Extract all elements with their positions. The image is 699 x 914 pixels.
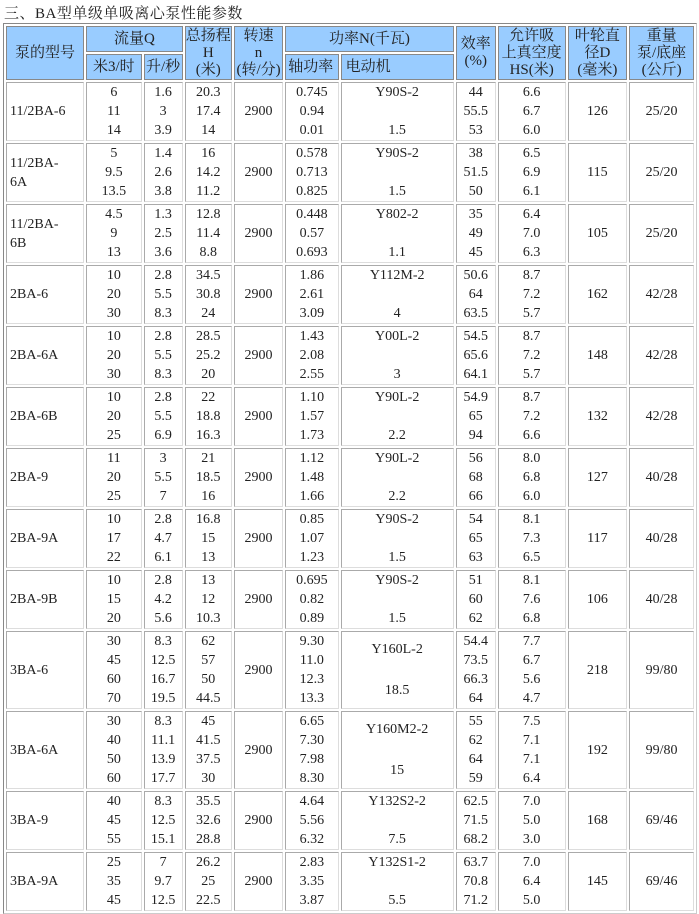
header-flow-ls: 升/秒 [144, 54, 183, 80]
efficiency-cell: 54 65 63 [456, 509, 496, 568]
efficiency-cell: 38 51.5 50 [456, 143, 496, 202]
impeller-cell: 105 [568, 204, 628, 263]
table-row [6, 326, 694, 385]
model-cell: 2BA-6B [6, 387, 84, 446]
flow-m3h-cell: 6 11 14 [86, 82, 141, 141]
head-cell: 12.8 11.4 8.8 [185, 204, 232, 263]
motor-power: 3 [393, 367, 401, 382]
flow-ls-cell: 1.3 2.5 3.6 [144, 204, 183, 263]
suction-cell: 8.7 7.2 5.7 [498, 265, 566, 324]
impeller-cell: 148 [568, 326, 628, 385]
weight-cell: 25/20 [629, 82, 694, 141]
weight-cell: 99/80 [629, 711, 694, 789]
motor-model: Y90L-2 [375, 451, 420, 466]
table-row [6, 852, 694, 911]
header-flow: 流量Q [86, 26, 183, 52]
efficiency-cell: 54.5 65.6 64.1 [456, 326, 496, 385]
suction-cell: 8.0 6.8 6.0 [498, 448, 566, 507]
table-row [6, 265, 694, 324]
table-row [6, 791, 694, 850]
header-power: 功率N(千瓦) [285, 26, 453, 52]
model-cell: 2BA-9 [6, 448, 84, 507]
motor-power: 2.2 [388, 489, 406, 504]
speed-cell: 2900 [234, 852, 283, 911]
efficiency-cell: 63.7 70.8 71.2 [456, 852, 496, 911]
flow-m3h-cell: 30 45 60 70 [86, 631, 141, 709]
page-title: 三、BA型单级单吸离心泵性能参数 [4, 6, 243, 22]
flow-ls-cell: 2.8 4.7 6.1 [144, 509, 183, 568]
efficiency-cell: 62.5 71.5 68.2 [456, 791, 496, 850]
motor-model: Y00L-2 [375, 329, 420, 344]
suction-cell: 8.7 7.2 6.6 [498, 387, 566, 446]
flow-ls-cell: 8.3 11.1 13.9 17.7 [144, 711, 183, 789]
motor-model: Y132S1-2 [368, 855, 426, 870]
impeller-cell: 117 [568, 509, 628, 568]
flow-ls-cell: 2.8 5.5 8.3 [144, 265, 183, 324]
suction-cell: 7.0 5.0 3.0 [498, 791, 566, 850]
shaft-power-cell: 0.745 0.94 0.01 [285, 82, 338, 141]
impeller-cell: 106 [568, 570, 628, 629]
table-row [6, 387, 694, 446]
flow-m3h-cell: 10 20 30 [86, 265, 141, 324]
motor-power: 1.5 [388, 184, 406, 199]
suction-cell: 8.1 7.3 6.5 [498, 509, 566, 568]
flow-ls-cell: 8.3 12.5 16.7 19.5 [144, 631, 183, 709]
impeller-cell: 162 [568, 265, 628, 324]
model-cell: 11/2BA-6 [6, 82, 84, 141]
suction-cell: 8.1 7.6 6.8 [498, 570, 566, 629]
weight-cell: 40/28 [629, 570, 694, 629]
table-row [6, 143, 694, 202]
header-suction: 允许吸 上真空度 HS(米) [498, 26, 566, 80]
speed-cell: 2900 [234, 82, 283, 141]
speed-cell: 2900 [234, 143, 283, 202]
shaft-power-cell: 9.30 11.0 12.3 13.3 [285, 631, 338, 709]
header-model: 泵的型号 [6, 26, 84, 80]
efficiency-cell: 50.6 64 63.5 [456, 265, 496, 324]
motor-cell [341, 791, 454, 850]
shaft-power-cell: 1.86 2.61 3.09 [285, 265, 338, 324]
speed-cell: 2900 [234, 791, 283, 850]
shaft-power-cell: 1.43 2.08 2.55 [285, 326, 338, 385]
weight-cell: 25/20 [629, 204, 694, 263]
flow-m3h-cell: 4.5 9 13 [86, 204, 141, 263]
head-cell: 20.3 17.4 14 [185, 82, 232, 141]
flow-m3h-cell: 30 40 50 60 [86, 711, 141, 789]
motor-model: Y90L-2 [375, 390, 420, 405]
model-cell: 11/2BA- 6B [6, 204, 84, 263]
motor-cell [341, 387, 454, 446]
flow-ls-cell: 2.8 4.2 5.6 [144, 570, 183, 629]
flow-ls-cell: 8.3 12.5 15.1 [144, 791, 183, 850]
efficiency-cell: 56 68 66 [456, 448, 496, 507]
model-cell: 3BA-9A [6, 852, 84, 911]
motor-power: 2.2 [388, 428, 406, 443]
motor-cell [341, 265, 454, 324]
speed-cell: 2900 [234, 448, 283, 507]
shaft-power-cell: 4.64 5.56 6.32 [285, 791, 338, 850]
head-cell: 26.2 25 22.5 [185, 852, 232, 911]
head-cell: 34.5 30.8 24 [185, 265, 232, 324]
flow-m3h-cell: 25 35 45 [86, 852, 141, 911]
head-cell: 16 14.2 11.2 [185, 143, 232, 202]
suction-cell: 7.5 7.1 7.1 6.4 [498, 711, 566, 789]
suction-cell: 7.0 6.4 5.0 [498, 852, 566, 911]
speed-cell: 2900 [234, 204, 283, 263]
flow-ls-cell: 1.4 2.6 3.8 [144, 143, 183, 202]
efficiency-cell: 51 60 62 [456, 570, 496, 629]
table-row [6, 204, 694, 263]
head-cell: 21 18.5 16 [185, 448, 232, 507]
weight-cell: 99/80 [629, 631, 694, 709]
impeller-cell: 132 [568, 387, 628, 446]
speed-cell: 2900 [234, 711, 283, 789]
header-flow-m3h: 米3/时 [86, 54, 141, 80]
impeller-cell: 127 [568, 448, 628, 507]
weight-cell: 25/20 [629, 143, 694, 202]
motor-cell [341, 82, 454, 141]
weight-cell: 40/28 [629, 509, 694, 568]
suction-cell: 7.7 6.7 5.6 4.7 [498, 631, 566, 709]
head-cell: 28.5 25.2 20 [185, 326, 232, 385]
speed-cell: 2900 [234, 631, 283, 709]
impeller-cell: 168 [568, 791, 628, 850]
motor-power: 18.5 [384, 683, 410, 698]
weight-cell: 40/28 [629, 448, 694, 507]
motor-cell [341, 448, 454, 507]
weight-cell: 69/46 [629, 852, 694, 911]
table-row [6, 711, 694, 789]
motor-cell [341, 570, 454, 629]
impeller-cell: 145 [568, 852, 628, 911]
motor-cell [341, 326, 454, 385]
head-cell: 35.5 32.6 28.8 [185, 791, 232, 850]
motor-model: Y132S2-2 [368, 794, 426, 809]
motor-power: 1.1 [388, 245, 406, 260]
motor-cell [341, 852, 454, 911]
motor-model: Y90S-2 [375, 573, 419, 588]
efficiency-cell: 44 55.5 53 [456, 82, 496, 141]
header-head: 总扬程 H (米) [185, 26, 232, 80]
efficiency-cell: 35 49 45 [456, 204, 496, 263]
motor-model: Y90S-2 [375, 146, 419, 161]
model-cell: 2BA-9B [6, 570, 84, 629]
motor-model: Y112M-2 [369, 268, 425, 283]
head-cell: 16.8 15 13 [185, 509, 232, 568]
motor-cell [341, 631, 454, 709]
motor-model: Y90S-2 [375, 512, 419, 527]
shaft-power-cell: 2.83 3.35 3.87 [285, 852, 338, 911]
impeller-cell: 218 [568, 631, 628, 709]
flow-ls-cell: 7 9.7 12.5 [144, 852, 183, 911]
motor-power: 4 [393, 306, 401, 321]
flow-ls-cell: 1.6 3 3.9 [144, 82, 183, 141]
header-efficiency: 效率 (%) [456, 26, 496, 80]
motor-cell [341, 711, 454, 789]
suction-cell: 6.5 6.9 6.1 [498, 143, 566, 202]
suction-cell: 6.4 7.0 6.3 [498, 204, 566, 263]
flow-m3h-cell: 10 20 30 [86, 326, 141, 385]
motor-model: Y160L-2 [371, 642, 423, 657]
impeller-cell: 192 [568, 711, 628, 789]
head-cell: 13 12 10.3 [185, 570, 232, 629]
model-cell: 3BA-9 [6, 791, 84, 850]
head-cell: 62 57 50 44.5 [185, 631, 232, 709]
motor-power: 15 [390, 763, 405, 778]
model-cell: 2BA-9A [6, 509, 84, 568]
motor-power: 5.5 [388, 893, 406, 908]
flow-m3h-cell: 10 17 22 [86, 509, 141, 568]
efficiency-cell: 54.9 65 94 [456, 387, 496, 446]
speed-cell: 2900 [234, 265, 283, 324]
impeller-cell: 115 [568, 143, 628, 202]
flow-m3h-cell: 10 15 20 [86, 570, 141, 629]
motor-model: Y802-2 [375, 207, 419, 222]
shaft-power-cell: 0.85 1.07 1.23 [285, 509, 338, 568]
header-speed: 转速 n (转/分) [234, 26, 283, 80]
model-cell: 3BA-6 [6, 631, 84, 709]
pump-performance-table [3, 23, 697, 914]
motor-cell [341, 143, 454, 202]
shaft-power-cell: 0.695 0.82 0.89 [285, 570, 338, 629]
flow-ls-cell: 2.8 5.5 6.9 [144, 387, 183, 446]
shaft-power-cell: 0.578 0.713 0.825 [285, 143, 338, 202]
header-weight: 重量 泵/底座 (公斤) [629, 26, 694, 80]
shaft-power-cell: 0.448 0.57 0.693 [285, 204, 338, 263]
header-shaft-power: 轴功率 [285, 54, 338, 80]
shaft-power-cell: 1.12 1.48 1.66 [285, 448, 338, 507]
model-cell: 11/2BA- 6A [6, 143, 84, 202]
motor-model: Y160M2-2 [366, 722, 429, 737]
model-cell: 2BA-6A [6, 326, 84, 385]
speed-cell: 2900 [234, 326, 283, 385]
header-motor: 电动机 [341, 54, 454, 80]
motor-power: 1.5 [388, 123, 406, 138]
motor-model: Y90S-2 [375, 85, 419, 100]
impeller-cell: 126 [568, 82, 628, 141]
suction-cell: 6.6 6.7 6.0 [498, 82, 566, 141]
motor-cell [341, 509, 454, 568]
flow-ls-cell: 3 5.5 7 [144, 448, 183, 507]
efficiency-cell: 55 62 64 59 [456, 711, 496, 789]
model-cell: 2BA-6 [6, 265, 84, 324]
suction-cell: 8.7 7.2 5.7 [498, 326, 566, 385]
weight-cell: 42/28 [629, 265, 694, 324]
motor-power: 1.5 [388, 611, 406, 626]
speed-cell: 2900 [234, 509, 283, 568]
speed-cell: 2900 [234, 570, 283, 629]
shaft-power-cell: 6.65 7.30 7.98 8.30 [285, 711, 338, 789]
efficiency-cell: 54.4 73.5 66.3 64 [456, 631, 496, 709]
flow-m3h-cell: 40 45 55 [86, 791, 141, 850]
table-row [6, 82, 694, 141]
table-row [6, 509, 694, 568]
table-row [6, 631, 694, 709]
shaft-power-cell: 1.10 1.57 1.73 [285, 387, 338, 446]
speed-cell: 2900 [234, 387, 283, 446]
head-cell: 45 41.5 37.5 30 [185, 711, 232, 789]
weight-cell: 42/28 [629, 387, 694, 446]
flow-m3h-cell: 11 20 25 [86, 448, 141, 507]
weight-cell: 42/28 [629, 326, 694, 385]
motor-power: 7.5 [388, 832, 406, 847]
motor-cell [341, 204, 454, 263]
weight-cell: 69/46 [629, 791, 694, 850]
flow-ls-cell: 2.8 5.5 8.3 [144, 326, 183, 385]
table-row [6, 570, 694, 629]
table-row [6, 448, 694, 507]
motor-power: 1.5 [388, 550, 406, 565]
flow-m3h-cell: 10 20 25 [86, 387, 141, 446]
flow-m3h-cell: 5 9.5 13.5 [86, 143, 141, 202]
model-cell: 3BA-6A [6, 711, 84, 789]
header-impeller: 叶轮直 径D (毫米) [568, 26, 628, 80]
head-cell: 22 18.8 16.3 [185, 387, 232, 446]
